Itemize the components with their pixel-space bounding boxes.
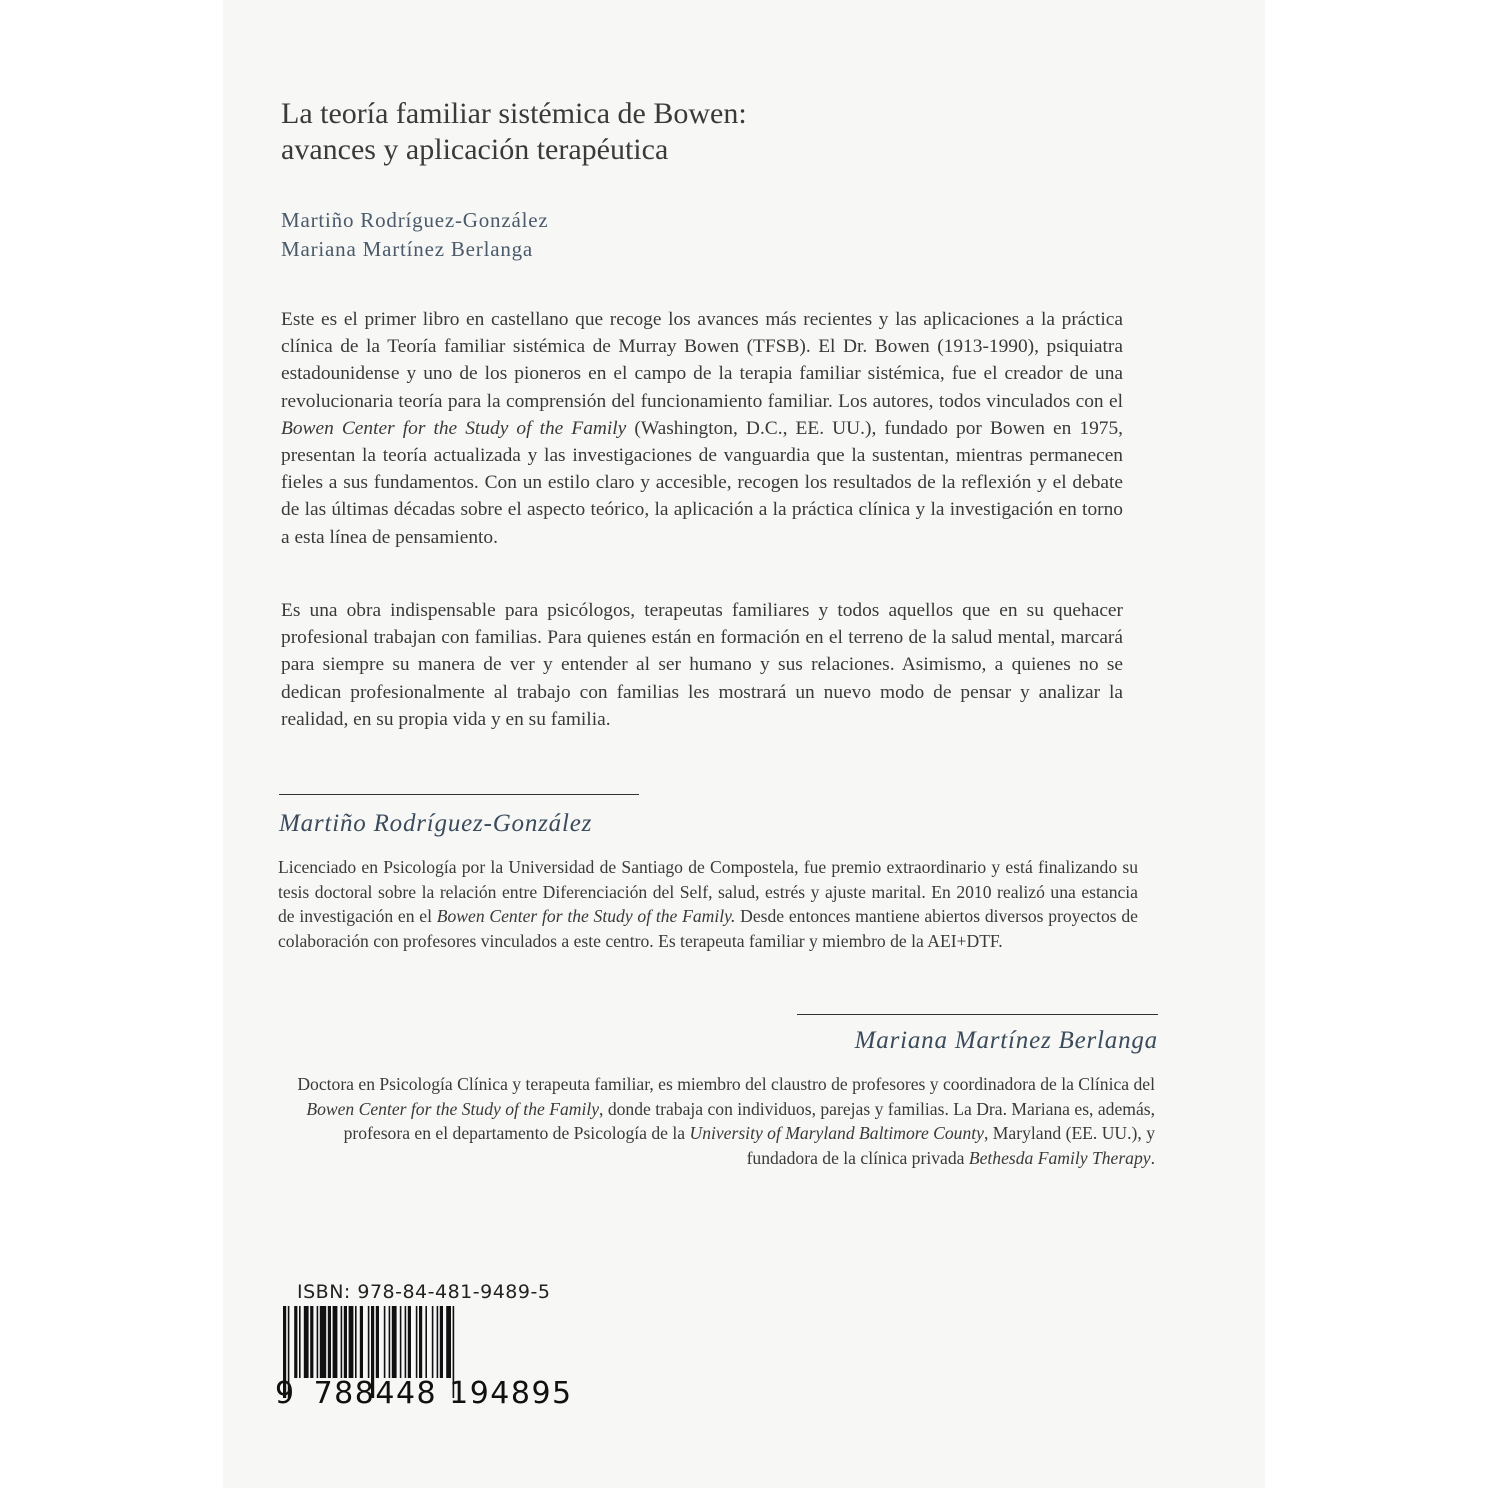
author1-divider bbox=[279, 794, 639, 795]
description-paragraph-2: Es una obra indispensable para psicólogos, terapeutas familiares y todos aquellos que en su quehacer profesional trabajan con familias. Para quienes están en formación en el terreno de la salud mental, marcará para siempre su manera de ver y entender al ser humano y sus relaciones. Asimismo, a quienes no se dedican profesionalmente al trabajo con familias les mostrará un nuevo modo de pensar y analizar la realidad, en su propia vida y en su familia. bbox=[281, 600, 1123, 730]
barcode-bar bbox=[419, 1306, 422, 1378]
barcode-digits-right: 194895 bbox=[449, 1376, 573, 1411]
book-title-line-1: La teoría familiar sistémica de Bowen: bbox=[281, 97, 747, 130]
description-italic: Bowen Center for the Study of the Family bbox=[281, 417, 627, 439]
barcode-bar bbox=[437, 1306, 439, 1378]
barcode-bar bbox=[389, 1306, 391, 1378]
barcode-bar bbox=[368, 1306, 370, 1378]
barcode-bar bbox=[310, 1306, 313, 1378]
bio-italic: Bethesda Family Therapy bbox=[968, 1147, 1151, 1168]
barcode-bar bbox=[333, 1306, 338, 1378]
bio-text: , donde trabaja con individuos, parejas y familias. La Dra. Mariana es, además, profesora en el departamento de Psicología de la bbox=[343, 1098, 1155, 1143]
barcode-bar bbox=[392, 1306, 397, 1378]
author-list bbox=[281, 206, 548, 264]
barcode-bar bbox=[320, 1306, 326, 1378]
barcode-bar bbox=[416, 1306, 418, 1378]
barcode-digit-first: 9 bbox=[275, 1376, 296, 1411]
barcode-bar bbox=[349, 1306, 354, 1378]
author-list-item: Martiño Rodríguez-González bbox=[281, 208, 549, 232]
barcode-bar bbox=[425, 1306, 427, 1378]
author1-name: Martiño Rodríguez-González bbox=[279, 810, 593, 837]
barcode-bar bbox=[341, 1306, 343, 1378]
barcode-bar bbox=[328, 1306, 331, 1378]
barcode-bar bbox=[384, 1306, 386, 1378]
description-text: Este es el primer libro en castellano que recoge los avances más recientes y las aplicaciones a la práctica clínica de la Teoría familiar sistémica de Murray Bowen (TFSB). El Dr. Bowen (1913-1990), psiquiatra estadounidense y uno de los pioneros en el campo de la terapia familiar sistémica, fue el creador de una revolucionaria teoría para la comprensión del funcionamiento familiar. Los autores, todos vinculados con el bbox=[281, 309, 1123, 412]
bio-text: Doctora en Psicología Clínica y terapeuta familiar, es miembro del claustro de profesores y coordinadora de la Clínica del bbox=[297, 1074, 1155, 1094]
author2-divider bbox=[797, 1014, 1158, 1015]
barcode-bar bbox=[376, 1306, 379, 1378]
bio-italic: Bowen Center for the Study of the Family. bbox=[436, 906, 736, 926]
barcode-bar bbox=[440, 1306, 443, 1378]
bio-text: . bbox=[1150, 1147, 1155, 1168]
description-paragraph-1 bbox=[281, 306, 1123, 551]
barcode-bar bbox=[360, 1306, 363, 1378]
book-title-line-2: avances y aplicación terapéutica bbox=[281, 133, 669, 166]
barcode-bar bbox=[432, 1306, 434, 1378]
isbn-label: ISBN: 978-84-481-9489-5 bbox=[297, 1281, 551, 1303]
barcode-digits bbox=[275, 1376, 573, 1411]
author1-bio bbox=[278, 855, 1138, 953]
barcode-bar bbox=[408, 1306, 411, 1378]
barcode-bar bbox=[400, 1306, 402, 1378]
author2-bio bbox=[283, 1072, 1155, 1170]
barcode-bar bbox=[405, 1306, 407, 1378]
author2-name: Mariana Martínez Berlanga bbox=[854, 1027, 1158, 1054]
bio-italic: Bowen Center for the Study of the Family bbox=[306, 1098, 600, 1119]
bio-italic: University of Maryland Baltimore County bbox=[689, 1123, 984, 1143]
description-text: (Washington, D.C., EE. UU.), fundado por Bowen en 1975, presentan la teoría actualizada y las investigaciones de vanguardia que la sustentan, mientras permanecen fieles a sus fundamentos. Con un estilo claro y accesible, recogen los resultados de la reflexión y el debate de las últimas décadas sobre el aspecto teórico, la aplicación a la práctica clínica y la investigación en torno a esta línea de pensamiento. bbox=[281, 417, 1124, 548]
book-back-cover bbox=[223, 0, 1265, 1488]
barcode-digits-left: 788448 bbox=[313, 1376, 438, 1411]
barcode-bar bbox=[299, 1306, 301, 1378]
bio-text: Licenciado en Psicología por la Universidad de Santiago de Compostela, fue premio extraordinario y está finalizando su tesis doctoral sobre la relación entre Diferenciación del Self, salud, estrés y ajuste marital. En 2010 realizó una estancia de investigación en el bbox=[278, 857, 1138, 926]
barcode-bar bbox=[304, 1306, 309, 1378]
barcode-bar bbox=[294, 1306, 297, 1378]
barcode-bar bbox=[446, 1306, 451, 1378]
barcode-bar bbox=[344, 1306, 347, 1378]
book-title bbox=[281, 96, 747, 168]
bio-text: , Maryland (EE. UU.), y fundadora de la clínica privada bbox=[746, 1123, 1155, 1168]
barcode-bar bbox=[355, 1306, 357, 1378]
bio-text: Desde entonces mantiene abiertos diversos proyectos de colaboración con profesores vinculados a este centro. Es terapeuta familiar y miembro de la AEI+DTF. bbox=[278, 906, 1138, 951]
barcode-bar bbox=[317, 1306, 319, 1378]
author-list-item: Mariana Martínez Berlanga bbox=[281, 237, 534, 261]
